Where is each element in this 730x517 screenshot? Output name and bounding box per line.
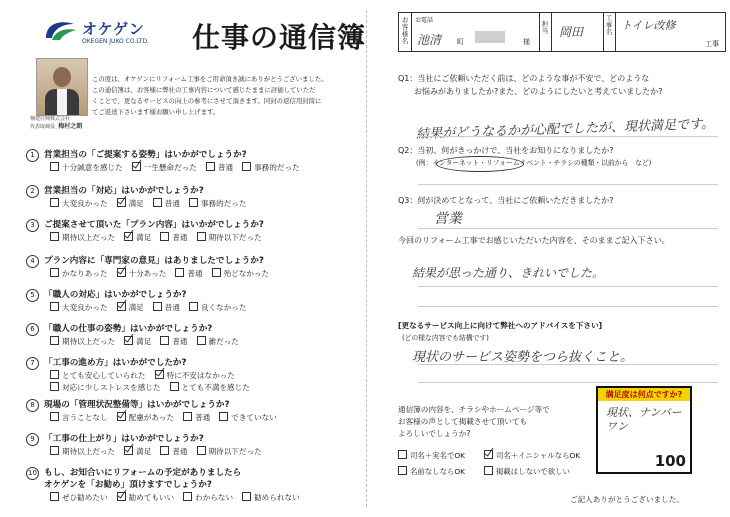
option-label: 満足	[136, 233, 152, 242]
checkbox[interactable]	[160, 446, 169, 455]
left-page	[6, 6, 367, 511]
checkbox[interactable]	[124, 336, 133, 345]
checkbox[interactable]	[50, 302, 59, 311]
option-label: とても安心していられた	[62, 371, 146, 380]
checkbox[interactable]	[117, 412, 126, 421]
option[interactable]	[50, 446, 115, 457]
customer-town: 池清	[417, 33, 442, 47]
option-label: 期待以上だった	[62, 337, 116, 346]
checkbox[interactable]	[170, 382, 179, 391]
publish-option-label: 司名＋実名でOK	[410, 451, 466, 460]
question-number: 5	[26, 289, 39, 302]
option-label: 普通	[164, 199, 180, 208]
question-text: 「職人の仕事の姿勢」はいかがでしょうか?	[44, 324, 213, 334]
checkbox[interactable]	[117, 198, 126, 207]
advice-hint: (どの様な内容でも結構です)	[402, 334, 489, 342]
brand-name: オケゲン	[82, 20, 145, 38]
option[interactable]	[183, 412, 210, 423]
checkbox[interactable]	[160, 336, 169, 345]
option[interactable]	[175, 268, 202, 279]
option-label: 十分誠意を感じた	[62, 163, 123, 172]
question-text-line2: オケゲンを「お勧め」頂けますでしょうか?	[44, 480, 212, 490]
option-label: 普通	[172, 447, 188, 456]
checkbox[interactable]	[183, 492, 192, 501]
publish-option-label: 名前なしならOK	[410, 467, 466, 476]
option-label: ぜひ勧めたい	[62, 493, 108, 502]
option-label: 良くなかった	[200, 303, 247, 312]
question-text: 「工事の進め方」はいかがでしたか?	[44, 358, 187, 368]
president-photo	[36, 58, 88, 116]
option[interactable]	[50, 232, 115, 243]
work-name: トイレ改修	[621, 19, 676, 32]
checkbox[interactable]	[242, 162, 251, 171]
question-number: 9	[26, 433, 39, 446]
option-label: 特に不安はなかった	[166, 371, 235, 380]
question-number: 10	[26, 467, 39, 480]
option-group	[50, 412, 286, 423]
page-title: 仕事の通信簿	[192, 21, 367, 54]
question-6	[26, 322, 212, 336]
checkbox[interactable]	[242, 492, 251, 501]
work-label: 工事名	[605, 14, 613, 36]
option[interactable]	[50, 162, 123, 173]
checkbox[interactable]	[117, 492, 126, 501]
question-text: ご提案させて頂いた「プラン内容」はいかがでしょうか?	[44, 220, 264, 230]
checkbox[interactable]	[484, 450, 493, 459]
honorific: 様	[523, 38, 530, 46]
option-group	[50, 232, 271, 243]
option[interactable]	[117, 198, 144, 209]
satisfaction-score: 100	[654, 452, 686, 470]
option[interactable]	[189, 302, 247, 313]
option-group	[50, 446, 271, 457]
checkbox[interactable]	[197, 232, 206, 241]
option-label: 満足	[136, 337, 152, 346]
option-group	[50, 492, 309, 503]
q4-text: 今回のリフォーム工事でお感じいただいた内容を、そのままご記入下さい。	[398, 236, 670, 245]
question-number: 2	[26, 185, 39, 198]
checkbox[interactable]	[124, 446, 133, 455]
checkbox[interactable]	[212, 268, 221, 277]
option-label: かなりあった	[62, 269, 108, 278]
satisfaction-comment: 現状、ナンバーワン	[606, 406, 682, 433]
q3-text: Q3：何が決めてとなって、当社にご依頼いただきましたか?	[398, 196, 614, 205]
option-group	[50, 370, 259, 394]
option-label: 事務的だった	[254, 163, 300, 172]
option[interactable]	[50, 492, 108, 503]
option[interactable]	[219, 412, 277, 423]
option[interactable]	[155, 370, 235, 382]
option-label: 一生懸命だった	[143, 163, 197, 172]
question-4	[26, 254, 264, 268]
option[interactable]	[242, 492, 300, 503]
option[interactable]	[50, 198, 108, 209]
publish-option-label: 司名＋イニシャルならOK	[496, 451, 581, 460]
staff-name: 岡田	[559, 25, 584, 39]
option-label: 十分あった	[128, 269, 167, 278]
option[interactable]	[117, 268, 167, 279]
question-number: 3	[26, 219, 39, 232]
question-number: 7	[26, 357, 39, 370]
option-label: 期待以下だった	[208, 447, 262, 456]
phone-label: お電話	[415, 17, 434, 24]
option-label: できていない	[231, 413, 277, 422]
option-label: とても不満を感じた	[181, 383, 250, 392]
checkbox[interactable]	[155, 370, 164, 379]
option[interactable]	[206, 162, 233, 173]
question-number: 6	[26, 323, 39, 336]
staff-field[interactable]	[551, 13, 604, 51]
q1-text: Q1：当社にご依頼いただく前は、どのような事が不安で、どのような お悩みがありましたか?また、どのようにしたいと考えていましたか?	[398, 74, 663, 96]
option[interactable]	[160, 336, 187, 347]
company-logo	[42, 16, 182, 56]
option[interactable]	[50, 268, 108, 279]
checkbox[interactable]	[50, 336, 59, 345]
checkbox[interactable]	[50, 198, 59, 207]
option-label: 期待以下だった	[208, 233, 262, 242]
checkbox[interactable]	[175, 268, 184, 277]
question-text: プラン内容に「専門家の意見」はありましたでしょうか?	[44, 256, 264, 266]
greeting-text: この度は、オケゲンにリフォーム工事をご用命頂き誠にありがとうございました。 この通信簿は、お客様に弊社の工事内容について感じたままに評価していただ くことで、更なるサービスの向上の参考にさせて頂きます。同封の返信用封筒に てご返送下さいます様お願い申し上げます。	[92, 75, 328, 116]
publish-option[interactable]	[484, 466, 570, 477]
option[interactable]	[183, 492, 233, 503]
option-label: 事務的だった	[200, 199, 247, 208]
center-divider	[366, 10, 368, 507]
checkbox[interactable]	[50, 162, 59, 171]
publish-option[interactable]	[398, 450, 465, 461]
option[interactable]	[189, 198, 247, 209]
checkbox[interactable]	[124, 232, 133, 241]
checkbox[interactable]	[160, 232, 169, 241]
option-label: 配慮があった	[128, 413, 175, 422]
option-label: わからない	[195, 493, 234, 502]
customer-header-box	[398, 12, 726, 52]
satisfaction-title: 満足度は何点ですか?	[598, 388, 690, 401]
option-label: 勧められない	[254, 493, 300, 502]
advice-answer[interactable]: 現状のサービス姿勢をつら抜くこと。	[412, 350, 634, 365]
option-label: 普通	[172, 233, 188, 242]
option[interactable]	[132, 162, 197, 173]
work-field[interactable]	[615, 13, 725, 51]
customer-label: お客様名	[401, 16, 409, 45]
checkbox[interactable]	[50, 382, 59, 391]
option-group	[50, 198, 256, 209]
brand-sub: OKEGEN JUKO CO.LTD.	[82, 38, 149, 45]
customer-name-field[interactable]	[411, 13, 540, 51]
checkbox[interactable]	[398, 450, 407, 459]
option-label: 雑だった	[208, 337, 239, 346]
staff-label: 担当	[541, 20, 549, 35]
checkbox[interactable]	[50, 370, 59, 379]
checkbox[interactable]	[398, 466, 407, 475]
checkbox[interactable]	[484, 466, 493, 475]
option-label: 普通	[172, 337, 188, 346]
option[interactable]	[153, 198, 180, 209]
option[interactable]	[197, 232, 262, 243]
checkbox[interactable]	[189, 302, 198, 311]
option[interactable]	[50, 370, 146, 382]
publish-option[interactable]	[398, 466, 465, 477]
question-3	[26, 218, 264, 232]
checkbox[interactable]	[50, 232, 59, 241]
option[interactable]	[117, 302, 144, 313]
question-text: もし、お知合いにリフォームの予定がありましたら	[44, 468, 242, 478]
option-label: 満足	[128, 199, 144, 208]
option-label: 対応に少しストレスを感じた	[62, 383, 161, 392]
q4-answer[interactable]: 結果が思った通り、きれいでした。	[412, 266, 605, 280]
option-label: 大変良かった	[62, 303, 108, 312]
question-number: 1	[26, 149, 39, 162]
q3-answer[interactable]: 営業	[434, 211, 462, 227]
question-text: 営業担当の「対応」はいかがでしょうか?	[44, 186, 204, 196]
work-suffix: 工事	[705, 40, 719, 48]
option-label: 普通	[164, 303, 180, 312]
checkbox[interactable]	[117, 268, 126, 277]
option[interactable]	[124, 336, 151, 347]
checkbox[interactable]	[219, 412, 228, 421]
checkbox[interactable]	[50, 268, 59, 277]
president-caption: 桶建住興株式会社 代表取締役 梅村之朗	[30, 116, 83, 130]
option[interactable]	[50, 382, 161, 394]
checkbox[interactable]	[189, 198, 198, 207]
option[interactable]	[50, 336, 115, 347]
option-group	[50, 268, 278, 279]
question-number: 4	[26, 255, 39, 268]
q2-text: Q2：当初、何がきっかけで、当社をお知りになりましたか?	[398, 146, 614, 155]
checkbox[interactable]	[153, 302, 162, 311]
option[interactable]	[170, 382, 250, 394]
option-label: 言うことなし	[62, 413, 108, 422]
question-text: 現場の「管理状況整備等」はいかがでしょうか?	[44, 400, 230, 410]
town-suffix: 町	[457, 38, 464, 46]
option[interactable]	[160, 446, 187, 457]
checkbox[interactable]	[50, 412, 59, 421]
q2-circle-mark	[436, 156, 524, 172]
redacted-name	[475, 31, 505, 43]
option[interactable]	[160, 232, 187, 243]
q1-answer[interactable]: 結果がどうなるかが心配でしたが、現状満足です。	[415, 116, 715, 143]
right-page	[372, 6, 724, 511]
option-label: 殆どなかった	[223, 269, 270, 278]
option-group	[50, 302, 256, 313]
question-number: 8	[26, 399, 39, 412]
question-text: 「工事の仕上がり」はいかがでしょうか?	[44, 434, 204, 444]
thanks-text: ご記入ありがとうございました。	[570, 495, 684, 504]
publish-question: 通信簿の内容を、チラシやホームページ等で お客様の声として掲載させて頂いても よろしいでしょうか?	[398, 405, 550, 438]
option[interactable]	[242, 162, 300, 173]
checkbox[interactable]	[50, 492, 59, 501]
option-group	[50, 336, 248, 347]
option-label: 普通	[217, 163, 234, 172]
question-2	[26, 184, 204, 198]
question-text: 営業担当の「ご提案する姿勢」はいかがでしょうか?	[44, 150, 247, 160]
option-label: 大変良かった	[62, 199, 108, 208]
option[interactable]	[117, 412, 175, 423]
option[interactable]	[124, 446, 151, 457]
checkbox[interactable]	[117, 302, 126, 311]
checkbox[interactable]	[153, 198, 162, 207]
option-label: 満足	[136, 447, 152, 456]
option-label: 満足	[128, 303, 144, 312]
option[interactable]	[50, 412, 108, 423]
question-5	[26, 288, 187, 302]
question-text: 「職人の対応」はいかがでしょうか?	[44, 290, 187, 300]
publish-option-label: 掲載はしないで欲しい	[496, 467, 570, 476]
question-9	[26, 432, 204, 446]
option[interactable]	[197, 446, 262, 457]
checkbox[interactable]	[197, 446, 206, 455]
option-group	[50, 162, 309, 173]
checkbox[interactable]	[50, 446, 59, 455]
option-label: 期待以上だった	[62, 447, 116, 456]
checkbox[interactable]	[206, 162, 215, 171]
satisfaction-box	[596, 386, 692, 474]
option-label: 普通	[187, 269, 203, 278]
advice-title: [更なるサービス向上に向けて弊社へのアドバイスを下さい]	[398, 321, 603, 330]
option-label: 勧めてもいい	[128, 493, 175, 502]
publish-option[interactable]	[484, 450, 580, 461]
question-8	[26, 398, 229, 412]
checkbox[interactable]	[183, 412, 192, 421]
option-label: 普通	[195, 413, 211, 422]
option[interactable]	[50, 302, 108, 313]
option[interactable]	[124, 232, 151, 243]
option[interactable]	[197, 336, 239, 347]
checkbox[interactable]	[197, 336, 206, 345]
option[interactable]	[212, 268, 270, 279]
option[interactable]	[117, 492, 175, 503]
option[interactable]	[153, 302, 180, 313]
checkbox[interactable]	[132, 162, 141, 171]
logo-mark-icon	[42, 18, 78, 42]
q2-hint: (例：インターネット・リフォームイベント・チラシの種類・以前から など)	[416, 159, 652, 167]
option-label: 期待以上だった	[62, 233, 116, 242]
